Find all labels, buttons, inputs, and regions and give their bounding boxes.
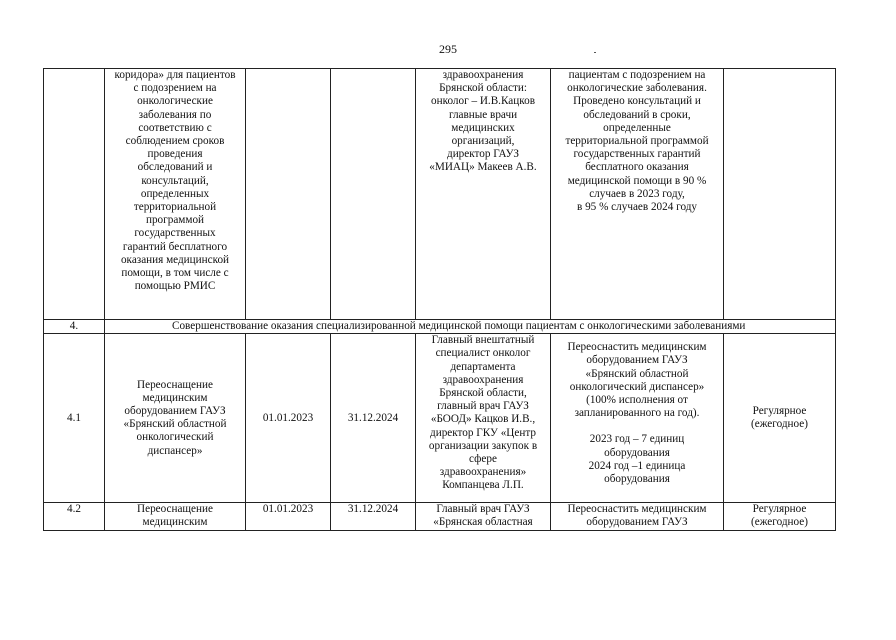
text-line: медицинским <box>142 516 208 529</box>
section-number: 4. <box>44 320 105 334</box>
text-line: 2023 год – 7 единиц <box>589 433 685 446</box>
program-table <box>43 68 836 531</box>
text-line: Главный врач ГАУЗ <box>436 503 530 516</box>
continued-start-cell <box>246 69 331 320</box>
text-line: здравоохранения» <box>439 466 527 479</box>
text-line <box>554 420 720 433</box>
text-line: определенные <box>603 121 671 134</box>
section-row <box>44 320 836 334</box>
event-text <box>108 503 242 529</box>
text-line: консультаций, <box>141 174 209 187</box>
text-line: Переоснастить медицинским <box>567 341 707 354</box>
type-cell <box>724 503 836 531</box>
text-line: Переоснащение <box>137 503 213 516</box>
text-line: гарантий бесплатного <box>122 240 228 253</box>
text-line: специалист онколог <box>435 347 531 360</box>
end-date: 31.12.2024 <box>331 503 416 531</box>
text-line: (ежегодное) <box>751 418 808 431</box>
event-cell <box>105 503 246 531</box>
result-text <box>554 334 720 486</box>
text-line: департамента <box>450 360 516 373</box>
responsible-text <box>419 69 547 175</box>
text-line: оборудования <box>604 473 670 486</box>
event-text <box>108 69 242 293</box>
text-line: оборудования <box>604 446 670 459</box>
section-title: Совершенствование оказания специализированной медицинской помощи пациентам с онкологическими заболеваниями <box>172 320 746 332</box>
type-text <box>727 503 832 529</box>
continued-number-cell <box>44 69 105 320</box>
text-line: (ежегодное) <box>751 516 808 529</box>
text-line: оборудованием ГАУЗ <box>586 354 688 367</box>
result-text <box>554 69 720 214</box>
table-row <box>44 503 836 531</box>
continued-result-cell <box>551 69 724 320</box>
result-text <box>554 503 720 529</box>
text-line: медицинских <box>451 121 515 134</box>
text-line: «Брянский областной <box>585 367 689 380</box>
text-line: Главный внештатный <box>431 334 535 347</box>
end-date: 31.12.2024 <box>331 334 416 503</box>
text-line: здравоохранения <box>442 373 524 386</box>
text-line: государственных <box>134 227 216 240</box>
text-line: заболевания по <box>138 108 212 121</box>
text-line: обследований в сроки, <box>583 108 691 121</box>
table-row <box>44 334 836 503</box>
text-line: сфере <box>469 453 497 466</box>
text-line: с подозрением на <box>133 82 217 95</box>
continued-responsible-cell <box>416 69 551 320</box>
text-line: 2024 год –1 единица <box>588 459 686 472</box>
responsible-text <box>419 503 547 529</box>
row-number: 4.2 <box>44 503 105 531</box>
event-cell <box>105 334 246 503</box>
text-line: коридора» для пациентов <box>114 69 236 81</box>
continued-event-cell <box>105 69 246 320</box>
scan-artifact <box>594 52 596 53</box>
text-line: онкологические <box>137 95 213 108</box>
type-cell <box>724 334 836 503</box>
text-line: диспансер» <box>147 444 203 457</box>
text-line: «БООД» Кацков И.В., <box>430 413 536 426</box>
text-line: организаций, <box>451 135 515 148</box>
section-title-cell <box>105 320 836 334</box>
text-line: главные врачи <box>448 108 518 121</box>
text-line: соблюдением сроков <box>125 135 225 148</box>
text-line: «Брянский областной <box>123 418 227 431</box>
start-date: 01.01.2023 <box>246 334 331 503</box>
text-line: здравоохранения <box>442 69 524 81</box>
text-line: директор ГАУЗ <box>447 148 519 161</box>
text-line: помощью РМИС <box>134 280 216 293</box>
text-line: медицинским <box>142 391 208 404</box>
text-line: Проведено консультаций и <box>573 95 701 108</box>
text-line: случаев в 2023 году, <box>589 187 685 200</box>
text-line: Регулярное <box>752 405 807 417</box>
text-line: соответствию с <box>138 121 212 134</box>
text-line: Переоснастить медицинским <box>567 503 707 516</box>
continued-end-cell <box>331 69 416 320</box>
result-cell <box>551 503 724 531</box>
text-line: определенных <box>140 187 210 200</box>
text-line: онколог – И.В.Кацков <box>431 95 535 108</box>
text-line: (100% исполнения от <box>586 394 688 407</box>
text-line: директор ГКУ «Центр <box>430 426 536 439</box>
text-line: Компанцева Л.П. <box>442 479 524 492</box>
text-line: главный врач ГАУЗ <box>437 400 529 413</box>
responsible-cell <box>416 334 551 503</box>
text-line: Регулярное <box>752 503 807 516</box>
text-line: обследований и <box>137 161 213 174</box>
text-line: онкологический <box>136 431 214 444</box>
responsible-cell <box>416 503 551 531</box>
text-line: Брянской области: <box>439 82 527 95</box>
text-line: оборудованием ГАУЗ <box>586 516 688 529</box>
text-line: программой <box>145 214 205 227</box>
event-text <box>108 379 242 458</box>
text-line: онкологические заболевания. <box>567 82 707 95</box>
text-line: оборудованием ГАУЗ <box>124 405 226 417</box>
type-text <box>727 405 832 431</box>
text-line: медицинской помощи в 90 % <box>567 174 707 187</box>
text-line: территориальной программой <box>565 135 709 148</box>
text-line: организации закупок в <box>428 439 538 452</box>
continued-row <box>44 69 836 320</box>
continued-type-cell <box>724 69 836 320</box>
responsible-text <box>419 334 547 492</box>
text-line: Брянской области, <box>439 387 527 400</box>
result-cell <box>551 334 724 503</box>
text-line: в 95 % случаев 2024 году <box>577 201 697 214</box>
text-line: проведения <box>147 148 203 161</box>
page-number: 295 <box>439 42 457 56</box>
text-line: территориальной <box>133 201 217 214</box>
text-line: «МИАЦ» Макеев А.В. <box>429 161 537 174</box>
text-line: бесплатного оказания <box>585 161 689 174</box>
text-line: оказания медицинской <box>120 253 230 266</box>
text-line: онкологический диспансер» <box>569 380 705 393</box>
row-number: 4.1 <box>44 334 105 503</box>
text-line: «Брянская областная <box>433 516 533 529</box>
text-line: Переоснащение <box>137 378 213 391</box>
text-line: государственных гарантий <box>573 148 701 161</box>
text-line: помощи, в том числе с <box>121 267 229 280</box>
text-line: запланированного на год). <box>574 407 700 420</box>
text-line: пациентам с подозрением на <box>568 69 706 81</box>
start-date: 01.01.2023 <box>246 503 331 531</box>
